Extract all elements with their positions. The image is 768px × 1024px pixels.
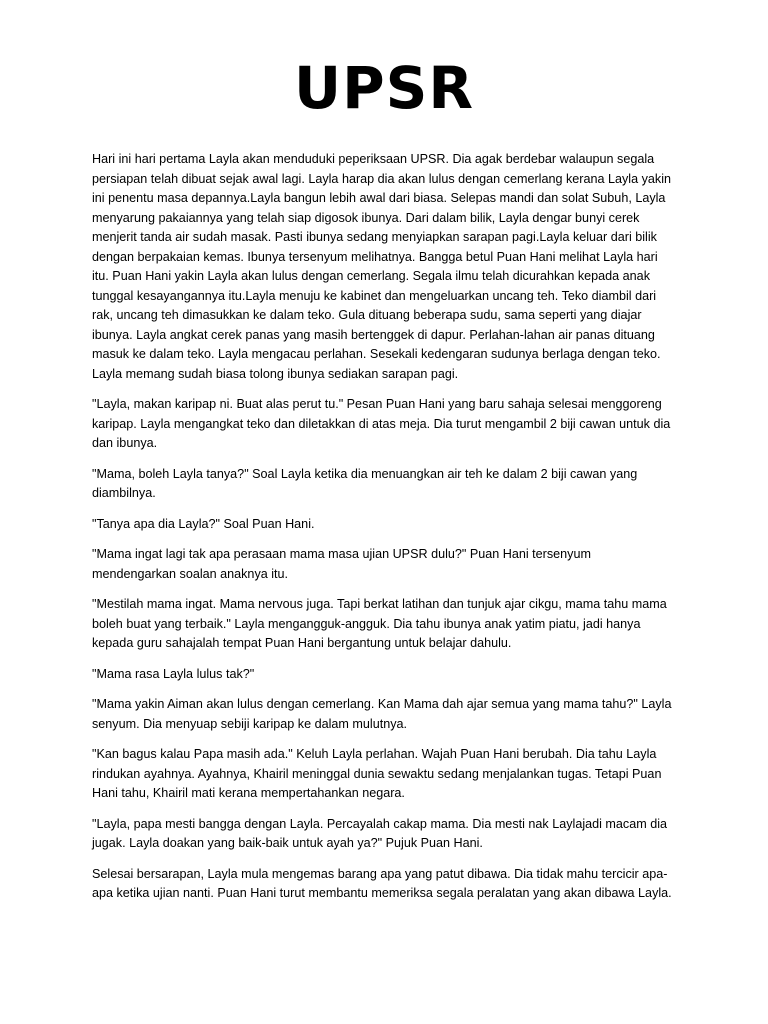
paragraph-7: "Mama rasa Layla lulus tak?" [92, 666, 255, 681]
document-title: UPSR [293, 54, 475, 122]
paragraph-10: "Layla, papa mesti bangga dengan Layla. Percayalah cakap mama. Dia mesti nak Laylajadi macam dia jugak. Layla doakan yang baik-baik untuk ayah ya?" Pujuk Puan Hani. [92, 816, 668, 850]
paragraph-1: Hari ini hari pertama Layla akan menduduki peperiksaan UPSR. Dia agak berdebar walaupun segala persiapan telah dibuat sejak awal lagi. Layla harap dia akan lulus dengan cemerlang kerana Layla yakin ini penentu masa depannya.Layla bangun lebih awal dari biasa. Selepas mandi dan solat Subuh, Layla menyarung pakaiannya yang telah siap digosok ibunya. Dari dalam bilik, Layla dengar bunyi cerek menjerit tanda air sudah masak. Pasti ibunya sedang menyiapkan sarapan pagi.Layla keluar dari bilik dengan berpakaian kemas. Ibunya tersenyum melihatnya. Bangga betul Puan Hani melihat Layla hari itu. Puan Hani yakin Layla akan lulus dengan cemerlang. Segala ilmu telah dicurahkan kepada anak tunggal kesayangannya itu.Layla menuju ke kabinet dan mengeluarkan uncang teh. Teko diambil dari rak, uncang teh dimasukkan ke dalam teko. Gula dituang beberapa sudu, sama seperti yang diajar ibunya. Layla angkat cerek panas yang masih bertenggek di dapur. Perlahan-lahan air panas dituang masuk ke dalam teko. Layla mengacau perlahan. Sesekali kedengaran sudunya berlaga dengan teko. Layla memang sudah biasa tolong ibunya sediakan sarapan pagi. [92, 152, 671, 381]
paragraph-11: Selesai bersarapan, Layla mula mengemas barang apa yang patut dibawa. Dia tidak mahu tercicir apa-apa ketika ujian nanti. Puan Hani turut membantu memeriksa segala peralatan yang akan dibawa Layla. [92, 866, 672, 900]
paragraph-6: "Mestilah mama ingat. Mama nervous juga. Tapi berkat latihan dan tunjuk ajar cikgu, mama tahu mama boleh buat yang terbaik." Layla mengangguk-angguk. Dia tahu ibunya anak yatim piatu, jadi hanya kepada guru sahajalah tempat Puan Hani bergantung untuk belajar dahulu. [92, 597, 667, 650]
paragraph-4: "Tanya apa dia Layla?" Soal Puan Hani. [92, 516, 315, 531]
paragraph-9: "Kan bagus kalau Papa masih ada." Keluh Layla perlahan. Wajah Puan Hani berubah. Dia tahu Layla rindukan ayahnya. Ayahnya, Khairil meninggal dunia sewaktu sedang menjalankan tugas. Tetapi Puan Hani tahu, Khairil mati kerana mempertahankan negara. [92, 747, 662, 800]
paragraph-8: "Mama yakin Aiman akan lulus dengan cemerlang. Kan Mama dah ajar semua yang mama tahu?" Layla senyum. Dia menyuap sebiji karipap ke dalam mulutnya. [92, 697, 672, 731]
paragraph-5: "Mama ingat lagi tak apa perasaan mama masa ujian UPSR dulu?" Puan Hani tersenyum mendengarkan soalan anaknya itu. [92, 547, 591, 581]
paragraph-3: "Mama, boleh Layla tanya?" Soal Layla ketika dia menuangkan air teh ke dalam 2 biji cawan yang diambilnya. [92, 466, 638, 500]
paragraph-2: "Layla, makan karipap ni. Buat alas perut tu." Pesan Puan Hani yang baru sahaja selesai menggoreng karipap. Layla mengangkat teko dan diletakkan di atas meja. Dia turut mengambil 2 biji cawan untuk dia dan ibunya. [92, 397, 671, 450]
